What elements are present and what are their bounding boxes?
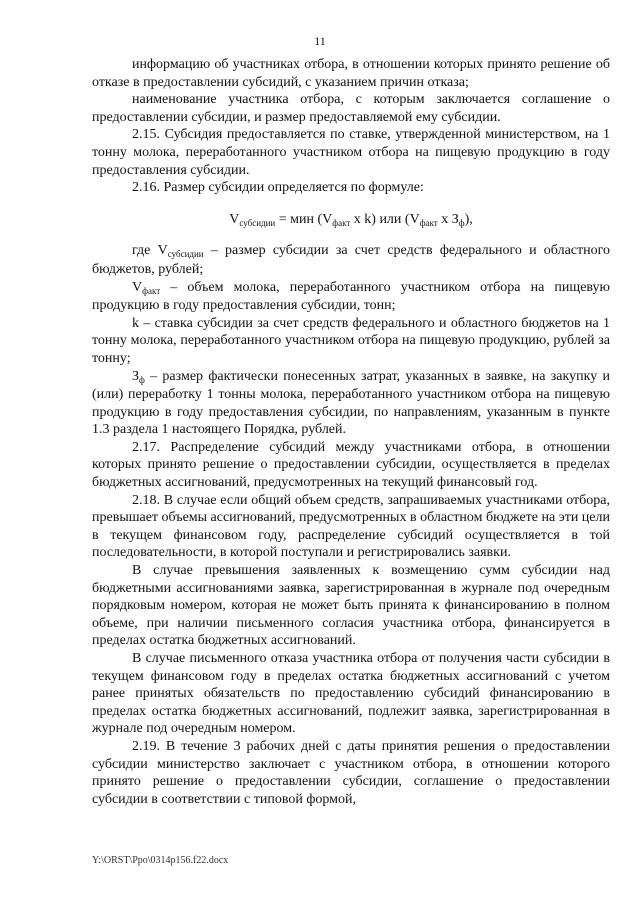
definition-z-f: $З_ф$ – размер фактически понесенных затрат, указанных в заявке, на закупку и (или) переработку 1 тонны молока, переработанного участником отбора на пищевую продукцию в году предоставления субсидии, по направлениям, указанным в пункте 1.3 раздела 1 настоящего Порядка, рублей. [92,368,610,438]
paragraph-excess-claims: В случае превышения заявленных к возмещению сумм субсидии над бюджетными ассигнованиями заявка, зарегистрированная в журнале под очередным порядковым номером, которая не может быть принята к финансированию в полном объеме, при наличии письменного согласия участника отбора, финансируется в пределах остатка бюджетных ассигнований. [92,563,610,649]
definition-k: k – ставка субсидии за счет средств федерального и областного бюджетов на 1 тонну молока, переработанного участником отбора на пищевую продукцию, рублей за тонну; [92,315,610,366]
document-body [92,56,610,808]
subsidy-formula: $V_{субсидии}$ = мин ($V_{факт}$ x k) или ($V_{факт}$ x $З_ф$), [229,211,473,228]
file-path-footer: Y:\ORST\Ppo\0314p156.f22.docx [92,855,229,866]
paragraph-2-17: 2.17. Распределение субсидий между участниками отбора, в отношении которых принято решение о предоставлении субсидии, осуществляется в пределах бюджетных ассигнований, предусмотренных на текущий финансовый год. [92,439,610,491]
paragraph-2-19: 2.19. В течение 3 рабочих дней с даты принятия решения о предоставлении субсидии министерство заключает с участником отбора, в отношении которого принято решение о предоставлении субсидии, соглашение о предоставлении субсидии в соответствии с типовой формой, [92,738,610,807]
definition-v-fact: $V_{факт}$ – объем молока, переработанного участником отбора на пищевую продукцию в году предоставления субсидии, тонн; [92,279,610,314]
paragraph-written-refusal: В случае письменного отказа участника отбора от получения части субсидии в текущем финансовом году в пределах остатка бюджетных ассигнований с учетом ранее принятых обязательств по предоставлению субсидий финансированию в пределах остатка бюджетных ассигнований, подлежит заявка, зарегистрированная в журнале под очередным номером. [92,651,610,737]
paragraph-2-15: 2.15. Субсидия предоставляется по ставке, утвержденной министерством, на 1 тонну молока, переработанного участником отбора на пищевую продукцию в году предоставления субсидии. [92,127,610,178]
paragraph-2-16: 2.16. Размер субсидии определяется по формуле: [132,180,424,196]
definition-v-subsidy: где $V_{субсидии}$ – размер субсидии за счет средств федерального и областного бюджетов, рублей; [92,243,610,277]
page-number: 11 [314,34,326,48]
paragraph-refusal-info: информацию об участниках отбора, в отношении которых принято решение об отказе в предоставлении субсидий, с указанием причин отказа; [92,57,610,90]
paragraph-2-18: 2.18. В случае если общий объем средств, запрашиваемых участниками отбора, превышает объемы ассигнований, предусмотренных в областном бюджете на эти цели в текущем финансовом году, распределение субсидий осуществляется в той последовательности, в которой поступали и регистрировались заявки. [92,492,610,561]
paragraph-participant-name: наименование участника отбора, с которым заключается соглашение о предоставлении субсидии, и размер предоставляемой ему субсидии. [92,92,610,125]
